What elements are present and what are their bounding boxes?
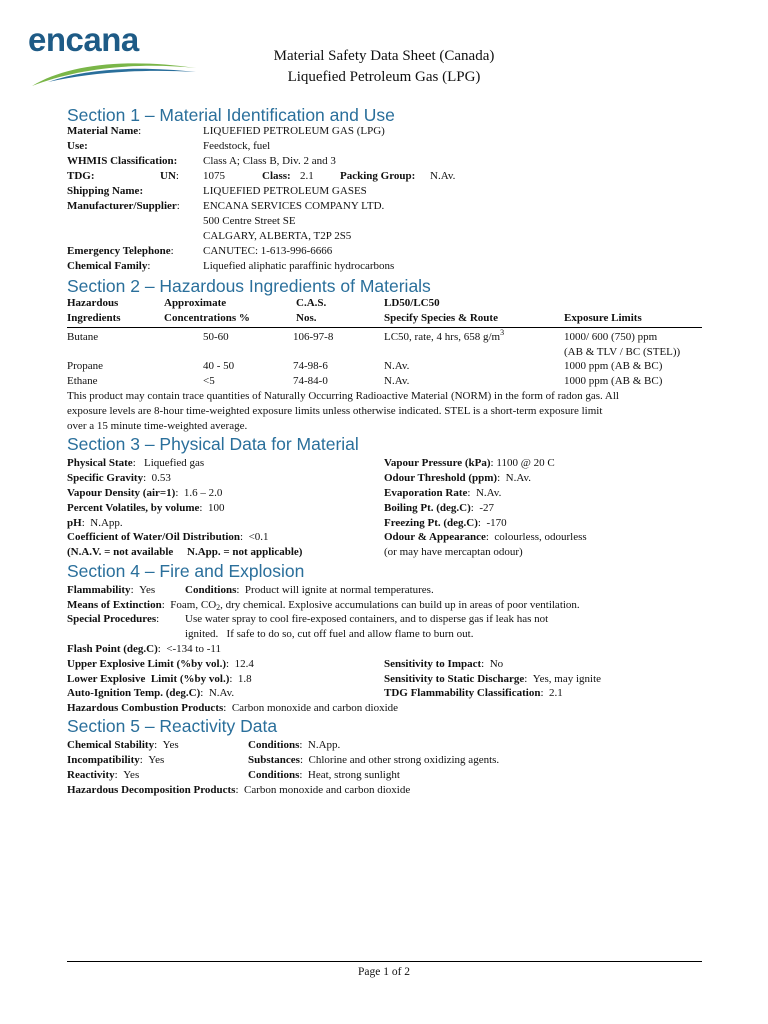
label-hazardous-decomposition: Hazardous Decomposition Products bbox=[67, 784, 236, 796]
value-class: 2.1 bbox=[300, 170, 314, 182]
label-auto-ignition: Auto-Ignition Temp. (deg.C) bbox=[67, 687, 201, 699]
label-tdg-flammability: TDG Flammability Classification bbox=[384, 687, 541, 699]
col-header-nos: Nos. bbox=[296, 312, 317, 324]
logo-wordmark: encana bbox=[28, 21, 139, 58]
label-reactivity: Reactivity bbox=[67, 769, 115, 781]
section4-heading: Section 4 – Fire and Explosion bbox=[67, 561, 305, 581]
value-conditions: Product will ignite at normal temperatures. bbox=[244, 584, 434, 596]
label-odour-appearance: Odour & Appearance bbox=[384, 531, 486, 543]
norm-note-line3: over a 15 minute time-weighted average. bbox=[67, 420, 248, 432]
value-vapour-density: 1.6 – 2.0 bbox=[183, 487, 223, 499]
value-manufacturer-line2: 500 Centre Street SE bbox=[203, 215, 296, 227]
value-use: Feedstock, fuel bbox=[203, 140, 271, 152]
col-header-concentrations: Concentrations % bbox=[164, 312, 250, 324]
value-tdg-flammability: 2.1 bbox=[549, 687, 563, 699]
value-ph: N.App. bbox=[90, 517, 123, 529]
label-evaporation-rate: Evaporation Rate bbox=[384, 487, 468, 499]
cell-concentration: 50-60 bbox=[203, 331, 229, 343]
footer-rule bbox=[67, 961, 702, 962]
value-odour-appearance: colourless, odourless bbox=[494, 531, 587, 543]
value-lower-explosive-limit: 1.8 bbox=[237, 673, 252, 685]
value-special-procedures-line1: Use water spray to cool fire-exposed containers, and to disperse gas if leak has not bbox=[185, 613, 549, 625]
value-whmis: Class A; Class B, Div. 2 and 3 bbox=[203, 155, 336, 167]
value-incompatibility: Yes bbox=[148, 754, 165, 766]
label-emergency-telephone: Emergency Telephone bbox=[67, 245, 171, 257]
value-chemical-stability: Yes bbox=[162, 739, 179, 751]
value-evaporation-rate: N.Av. bbox=[475, 487, 502, 499]
col-header-cas: C.A.S. bbox=[296, 297, 327, 309]
cell-ingredient: Propane bbox=[67, 360, 104, 372]
col-header-approximate: Approximate bbox=[164, 297, 227, 309]
section3-heading: Section 3 – Physical Data for Material bbox=[67, 434, 359, 454]
col-header-species-route: Specify Species & Route bbox=[384, 312, 498, 324]
value-freezing-point: -170 bbox=[486, 517, 507, 529]
label-conditions: Conditions bbox=[185, 584, 237, 596]
label-conditions-reactivity: Conditions bbox=[248, 769, 300, 781]
mercaptan-note: (or may have mercaptan odour) bbox=[384, 546, 523, 558]
value-extinction: Foam, CO bbox=[170, 599, 217, 611]
value-packing-group: N.Av. bbox=[430, 170, 456, 182]
label-whmis: WHMIS Classification: bbox=[67, 155, 178, 167]
label-lower-explosive-limit: Lower Explosive Limit (%by vol.) bbox=[67, 673, 230, 685]
label-un: UN bbox=[160, 170, 176, 182]
cell-exposure: 1000/ 600 (750) ppm bbox=[564, 331, 658, 343]
label-substances: Substances bbox=[248, 754, 300, 766]
value-odour-threshold: N.Av. bbox=[505, 472, 532, 484]
label-upper-explosive-limit: Upper Explosive Limit (%by vol.) bbox=[67, 658, 227, 670]
value-emergency-telephone: CANUTEC: 1-613-996-6666 bbox=[203, 245, 333, 257]
col-header-exposure-limits: Exposure Limits bbox=[564, 312, 642, 324]
col-header-hazardous: Hazardous bbox=[67, 297, 119, 309]
value-vapour-pressure: 1100 @ 20 C bbox=[496, 457, 555, 469]
label-special-procedures: Special Procedures bbox=[67, 613, 157, 625]
label-flammability: Flammability bbox=[67, 584, 131, 596]
document-subtitle: Liquefied Petroleum Gas (LPG) bbox=[287, 69, 481, 85]
value-boiling-point: -27 bbox=[479, 502, 495, 514]
value-flammability: Yes bbox=[139, 584, 156, 596]
label-manufacturer: Manufacturer/Supplier bbox=[67, 200, 177, 212]
label-sensitivity-static: Sensitivity to Static Discharge bbox=[384, 673, 525, 685]
cell-cas: 106-97-8 bbox=[293, 331, 334, 343]
cell-exposure-line2: (AB & TLV / BC (STEL)) bbox=[564, 346, 681, 358]
label-vapour-density: Vapour Density (air=1) bbox=[67, 487, 176, 499]
table-header-rule bbox=[67, 327, 702, 328]
label-percent-volatiles: Percent Volatiles, by volume bbox=[67, 502, 200, 514]
value-upper-explosive-limit: 12.4 bbox=[234, 658, 254, 670]
value-hazardous-combustion-products: Carbon monoxide and carbon dioxide bbox=[231, 702, 399, 714]
label-coefficient: Coefficient of Water/Oil Distribution bbox=[67, 531, 241, 543]
value-flash-point: <-134 to -11 bbox=[166, 643, 221, 655]
label-sensitivity-impact: Sensitivity to Impact bbox=[384, 658, 482, 670]
value-specific-gravity: 0.53 bbox=[151, 472, 171, 484]
value-substances: Chlorine and other strong oxidizing agents. bbox=[308, 754, 500, 766]
value-conditions-stability: N.App. bbox=[307, 739, 341, 751]
col-header-ingredients: Ingredients bbox=[67, 312, 121, 324]
value-extinction-rest: , dry chemical. Explosive accumulations can build up in areas of poor ventilation. bbox=[220, 599, 580, 611]
cell-exposure: 1000 ppm (AB & BC) bbox=[564, 360, 663, 372]
label-physical-state: Physical State bbox=[67, 457, 133, 469]
label-flash-point: Flash Point (deg.C) bbox=[67, 643, 158, 655]
col-header-ld50: LD50/LC50 bbox=[384, 297, 440, 309]
section1-heading: Section 1 – Material Identification and Use bbox=[67, 105, 395, 125]
label-hazardous-combustion-products: Hazardous Combustion Products bbox=[67, 702, 224, 714]
label-conditions-stability: Conditions bbox=[248, 739, 300, 751]
section2-heading: Section 2 – Hazardous Ingredients of Materials bbox=[67, 276, 431, 296]
value-extinction-subscript: 2 bbox=[216, 603, 221, 612]
label-freezing-point: Freezing Pt. (deg.C) bbox=[384, 517, 478, 529]
label-boiling-point: Boiling Pt. (deg.C) bbox=[384, 502, 471, 514]
value-sensitivity-impact: No bbox=[489, 658, 504, 670]
document-title: Material Safety Data Sheet (Canada) bbox=[273, 48, 495, 64]
value-conditions-reactivity: Heat, strong sunlight bbox=[307, 769, 400, 781]
cell-concentration: <5 bbox=[203, 375, 215, 387]
label-chemical-family: Chemical Family bbox=[67, 260, 148, 272]
label-specific-gravity: Specific Gravity bbox=[67, 472, 144, 484]
page-number: Page 1 of 2 bbox=[357, 966, 411, 978]
label-odour-threshold: Odour Threshold (ppm) bbox=[384, 472, 498, 484]
cell-cas: 74-98-6 bbox=[293, 360, 328, 372]
cell-ld50: LC50, rate, 4 hrs, 658 g/m bbox=[384, 331, 501, 343]
label-ph: pH bbox=[67, 517, 82, 529]
label-class: Class: bbox=[262, 170, 291, 182]
value-reactivity: Yes bbox=[123, 769, 140, 781]
nav-napp-note: (N.A.V. = not available N.App. = not applicable) bbox=[67, 546, 303, 558]
cell-cas: 74-84-0 bbox=[293, 375, 328, 387]
value-percent-volatiles: 100 bbox=[207, 502, 225, 514]
cell-exposure: 1000 ppm (AB & BC) bbox=[564, 375, 663, 387]
cell-ingredient: Butane bbox=[67, 331, 99, 343]
value-auto-ignition: N.Av. bbox=[208, 687, 235, 699]
label-means-of-extinction: Means of Extinction bbox=[67, 599, 162, 611]
cell-ld50-superscript: 3 bbox=[500, 328, 505, 337]
cell-concentration: 40 - 50 bbox=[203, 360, 235, 372]
value-physical-state: Liquefied gas bbox=[144, 457, 205, 469]
value-hazardous-decomposition: Carbon monoxide and carbon dioxide bbox=[244, 784, 411, 796]
value-un: 1075 bbox=[203, 170, 225, 182]
label-incompatibility: Incompatibility bbox=[67, 754, 140, 766]
value-shipping-name: LIQUEFIED PETROLEUM GASES bbox=[203, 185, 367, 197]
label-material-name: Material Name bbox=[67, 125, 139, 137]
value-special-procedures-line2: ignited. If safe to do so, cut off fuel and allow flame to burn out. bbox=[185, 628, 474, 640]
norm-note-line1: This product may contain trace quantities of Naturally Occurring Radioactive Material (NORM) in the form of radon gas. All bbox=[67, 390, 619, 402]
label-tdg: TDG: bbox=[67, 170, 95, 182]
value-manufacturer-line3: CALGARY, ALBERTA, T2P 2S5 bbox=[203, 230, 352, 242]
norm-note-line2: exposure levels are 8-hour time-weighted exposure limits unless otherwise indicated. STEL is a short-term exposure limit bbox=[67, 405, 603, 417]
value-material-name: LIQUEFIED PETROLEUM GAS (LPG) bbox=[203, 125, 385, 137]
cell-ingredient: Ethane bbox=[67, 375, 98, 387]
section5-heading: Section 5 – Reactivity Data bbox=[67, 716, 278, 736]
value-chemical-family: Liquefied aliphatic paraffinic hydrocarbons bbox=[203, 260, 395, 272]
label-packing-group: Packing Group: bbox=[340, 170, 416, 182]
value-sensitivity-static: Yes, may ignite bbox=[532, 673, 602, 685]
cell-ld50: N.Av. bbox=[384, 375, 410, 387]
value-manufacturer-line1: ENCANA SERVICES COMPANY LTD. bbox=[203, 200, 385, 212]
label-shipping-name: Shipping Name: bbox=[67, 185, 144, 197]
cell-ld50: N.Av. bbox=[384, 360, 410, 372]
label-chemical-stability: Chemical Stability bbox=[67, 739, 155, 751]
value-coefficient: <0.1 bbox=[248, 531, 269, 543]
label-use: Use: bbox=[67, 140, 88, 152]
label-vapour-pressure: Vapour Pressure (kPa) bbox=[384, 457, 491, 469]
